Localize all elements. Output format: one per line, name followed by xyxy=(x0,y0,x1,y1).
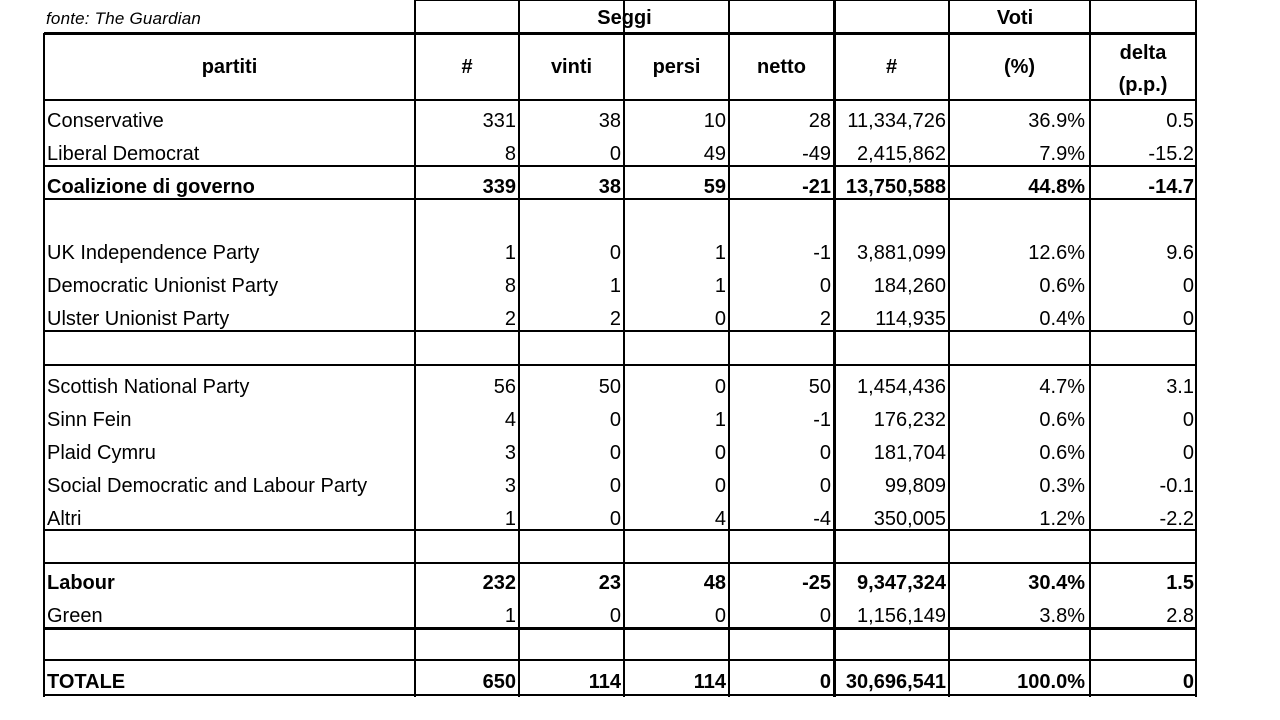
votes-delta: 3.1 xyxy=(1166,376,1194,398)
votes-percent: 30.4% xyxy=(1028,572,1085,594)
seats-lost: 0 xyxy=(714,442,726,464)
seats-net: -25 xyxy=(802,572,831,594)
votes-count: 114,935 xyxy=(875,308,946,330)
votes-count: 9,347,324 xyxy=(857,572,946,594)
votes-delta: 0 xyxy=(1182,442,1194,464)
seats-lost: 0 xyxy=(714,376,726,398)
seats-count: 1 xyxy=(504,242,516,264)
votes-percent: 4.7% xyxy=(1039,376,1085,398)
votes-percent: 3.8% xyxy=(1039,605,1085,627)
votes-delta: 0 xyxy=(1182,671,1194,693)
party-name: Conservative xyxy=(47,110,164,132)
votes-delta: -0.1 xyxy=(1159,475,1194,497)
votes-percent: 0.6% xyxy=(1039,275,1085,297)
grid-hline xyxy=(44,659,1197,661)
seats-count: 3 xyxy=(504,442,516,464)
party-name: UK Independence Party xyxy=(47,242,260,264)
grid-hline xyxy=(44,694,1197,696)
votes-count: 350,005 xyxy=(873,508,946,530)
seats-won: 50 xyxy=(598,376,621,398)
votes-delta: 0 xyxy=(1182,409,1194,431)
column-header-partiti: partiti xyxy=(201,56,258,78)
votes-delta: 1.5 xyxy=(1166,572,1194,594)
seats-won: 0 xyxy=(609,442,621,464)
votes-percent: 36.9% xyxy=(1028,110,1085,132)
votes-percent: 0.4% xyxy=(1039,308,1085,330)
votes-percent: 44.8% xyxy=(1028,176,1085,198)
election-results-table xyxy=(44,0,1196,697)
seats-lost: 4 xyxy=(714,508,726,530)
seats-net: 0 xyxy=(819,442,831,464)
seats-won: 23 xyxy=(598,572,621,594)
column-header-delta-unit: (p.p.) xyxy=(1118,74,1168,96)
group-header-seggi: Seggi xyxy=(597,7,652,29)
votes-count: 1,454,436 xyxy=(857,376,946,398)
seats-count: 650 xyxy=(482,671,516,693)
votes-percent: 1.2% xyxy=(1039,508,1085,530)
votes-count: 30,696,541 xyxy=(845,671,946,693)
votes-delta: -14.7 xyxy=(1148,176,1194,198)
seats-count: 1 xyxy=(504,605,516,627)
group-header-voti: Voti xyxy=(996,7,1034,29)
seats-count: 331 xyxy=(482,110,516,132)
column-header-persi: persi xyxy=(652,56,701,78)
column-header-vinti: vinti xyxy=(550,56,593,78)
votes-percent: 7.9% xyxy=(1039,143,1085,165)
votes-count: 176,232 xyxy=(873,409,946,431)
seats-count: 1 xyxy=(504,508,516,530)
votes-percent: 0.3% xyxy=(1039,475,1085,497)
votes-percent: 100.0% xyxy=(1017,671,1085,693)
votes-delta: 0.5 xyxy=(1166,110,1194,132)
seats-lost: 0 xyxy=(714,308,726,330)
party-name: Sinn Fein xyxy=(47,409,132,431)
seats-net: 0 xyxy=(819,275,831,297)
grid-hline xyxy=(44,364,1197,366)
seats-won: 2 xyxy=(609,308,621,330)
grid-hline xyxy=(44,99,1197,101)
seats-lost: 0 xyxy=(714,475,726,497)
seats-lost: 10 xyxy=(703,110,726,132)
seats-net: 2 xyxy=(819,308,831,330)
seats-won: 38 xyxy=(598,110,621,132)
votes-delta: 0 xyxy=(1182,308,1194,330)
seats-lost: 1 xyxy=(714,409,726,431)
column-header-netto: netto xyxy=(757,56,806,78)
seats-won: 0 xyxy=(609,508,621,530)
party-name: Scottish National Party xyxy=(47,376,250,398)
source-note: fonte: The Guardian xyxy=(46,9,202,28)
seats-count: 3 xyxy=(504,475,516,497)
seats-count: 8 xyxy=(504,143,516,165)
party-name: Coalizione di governo xyxy=(47,176,255,198)
votes-delta: 9.6 xyxy=(1166,242,1194,264)
party-name: TOTALE xyxy=(47,671,126,693)
votes-count: 11,334,726 xyxy=(847,110,946,132)
grid-hline xyxy=(44,562,1197,564)
votes-count: 181,704 xyxy=(873,442,946,464)
seats-lost: 59 xyxy=(703,176,726,198)
party-name: Democratic Unionist Party xyxy=(47,275,279,297)
seats-lost: 49 xyxy=(703,143,726,165)
seats-net: -1 xyxy=(813,409,831,431)
votes-count: 2,415,862 xyxy=(857,143,946,165)
seats-net: 28 xyxy=(808,110,831,132)
votes-delta: -15.2 xyxy=(1148,143,1194,165)
seats-won: 0 xyxy=(609,242,621,264)
column-header-votes-count: # xyxy=(885,56,898,78)
seats-lost: 1 xyxy=(714,242,726,264)
seats-net: -21 xyxy=(802,176,831,198)
seats-net: 0 xyxy=(819,475,831,497)
votes-percent: 0.6% xyxy=(1039,442,1085,464)
votes-delta: 0 xyxy=(1182,275,1194,297)
votes-count: 13,750,588 xyxy=(845,176,946,198)
seats-net: -49 xyxy=(802,143,831,165)
seats-won: 0 xyxy=(609,605,621,627)
party-name: Green xyxy=(47,605,103,627)
seats-count: 339 xyxy=(482,176,516,198)
seats-count: 8 xyxy=(504,275,516,297)
seats-net: 0 xyxy=(819,605,831,627)
votes-count: 3,881,099 xyxy=(857,242,946,264)
seats-count: 56 xyxy=(493,376,516,398)
seats-lost: 0 xyxy=(714,605,726,627)
seats-net: 0 xyxy=(819,671,831,693)
seats-won: 38 xyxy=(598,176,621,198)
votes-delta: 2.8 xyxy=(1166,605,1194,627)
seats-net: -4 xyxy=(813,508,831,530)
votes-count: 99,809 xyxy=(884,475,946,497)
seats-won: 0 xyxy=(609,409,621,431)
party-name: Social Democratic and Labour Party xyxy=(47,475,368,497)
seats-count: 232 xyxy=(482,572,516,594)
seats-won: 0 xyxy=(609,475,621,497)
seats-net: 50 xyxy=(808,376,831,398)
seats-won: 0 xyxy=(609,143,621,165)
column-header-percent: (%) xyxy=(1003,56,1036,78)
grid-hline xyxy=(415,0,1197,1)
seats-won: 1 xyxy=(609,275,621,297)
seats-count: 4 xyxy=(504,409,516,431)
party-name: Labour xyxy=(47,572,115,594)
column-header-delta: delta xyxy=(1119,42,1167,64)
party-name: Ulster Unionist Party xyxy=(47,308,230,330)
seats-won: 114 xyxy=(588,671,621,693)
votes-percent: 12.6% xyxy=(1028,242,1085,264)
seats-lost: 48 xyxy=(703,572,726,594)
seats-lost: 1 xyxy=(714,275,726,297)
grid-vline xyxy=(1195,0,1197,697)
votes-count: 184,260 xyxy=(873,275,946,297)
seats-lost: 114 xyxy=(693,671,726,693)
votes-percent: 0.6% xyxy=(1039,409,1085,431)
party-name: Plaid Cymru xyxy=(47,442,156,464)
votes-delta: -2.2 xyxy=(1159,508,1194,530)
party-name: Altri xyxy=(47,508,82,530)
seats-count: 2 xyxy=(504,308,516,330)
column-header-seats-count: # xyxy=(461,56,473,78)
votes-count: 1,156,149 xyxy=(857,605,946,627)
party-name: Liberal Democrat xyxy=(47,143,200,165)
seats-net: -1 xyxy=(813,242,831,264)
